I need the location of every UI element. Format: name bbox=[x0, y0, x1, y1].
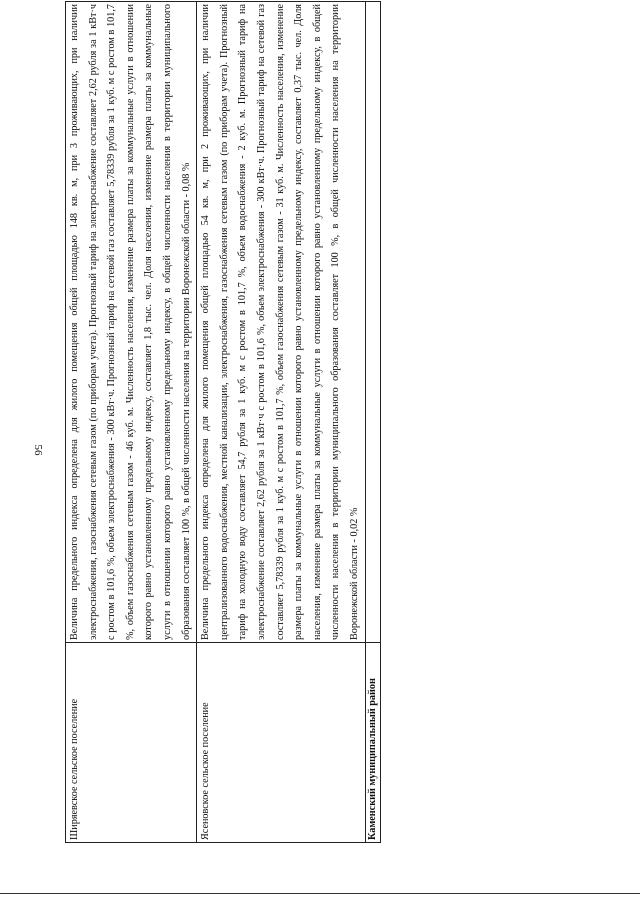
index-description-cell: Величина предельного индекса определена для жилого помещения общей площадью 148 кв. м, при 3 проживающих, при наличии электроснабжения, газоснабжения сетевым газом (по приборам учета). Прогнозный тариф на электроснабжение составляет 2,62 рубля за 1 кВт·ч с ростом в 101,6 %, объем электроснабжения - 300 кВт·ч. Прогнозный тариф на сетевой газ составляет 5,78339 рубля за 1 куб. м с ростом в 101,7 %, объем газоснабжения сетевым газом - 46 куб. м. Численность населения, изменение размера платы за коммунальные услуги в отношении которого равно установленному предельному индексу, составляет 1,8 тыс. чел. Доля населения, изменение размера платы за коммунальные услуги в отношении которого равно установленному предельному индексу, в общей численности населения в территории муниципального образования составляет 100 %, в общей численности населения на территории Воронежской области - 0,08 % bbox=[66, 2, 197, 643]
district-header-row bbox=[365, 2, 380, 843]
rotated-table-page bbox=[65, 1, 439, 843]
settlement-name-cell: Ширяевское сельское поселение bbox=[66, 643, 197, 843]
table-row bbox=[66, 2, 197, 843]
district-name-cell: Каменский муниципальный район bbox=[365, 643, 380, 843]
settlement-name-cell: Ясеновское сельское поселение bbox=[197, 643, 365, 843]
district-empty-cell bbox=[365, 2, 380, 643]
index-description-cell: Величина предельного индекса определена для жилого помещения общей площадью 54 кв. м, при 2 проживающих, при наличии централизованного водоснабжения, местной канализации, электроснабжения, газоснабжения сетевым газом (по приборам учета). Прогнозный тариф на холодную воду составляет 54,7 рубля за 1 куб. м с ростом в 101,7 %, объем водоснабжения - 2 куб. м. Прогнозный тариф на электроснабжение составляет 2,62 рубля за 1 кВт·ч с ростом в 101,6 %, объем электроснабжения - 300 кВт·ч. Прогнозный тариф на сетевой газ составляет 5,78339 рубля за 1 куб. м с ростом в 101,7 %, объем газоснабжения сетевым газом - 31 куб. м. Численность населения, изменение размера платы за коммунальные услуги в отношении которого равно установленному предельному индексу, составляет 0,37 тыс. чел. Доля населения, изменение размера платы за коммунальные услуги в отношении которого равно установленному предельному индексу, в общей численности населения в территории муниципального образования составляет 100 %, в общей численности населения на территории Воронежской области - 0,02 % bbox=[197, 2, 365, 643]
table-row bbox=[197, 2, 365, 843]
page-number: 56 bbox=[32, 444, 44, 456]
bottom-divider bbox=[0, 893, 640, 894]
tariff-index-table bbox=[65, 1, 381, 843]
